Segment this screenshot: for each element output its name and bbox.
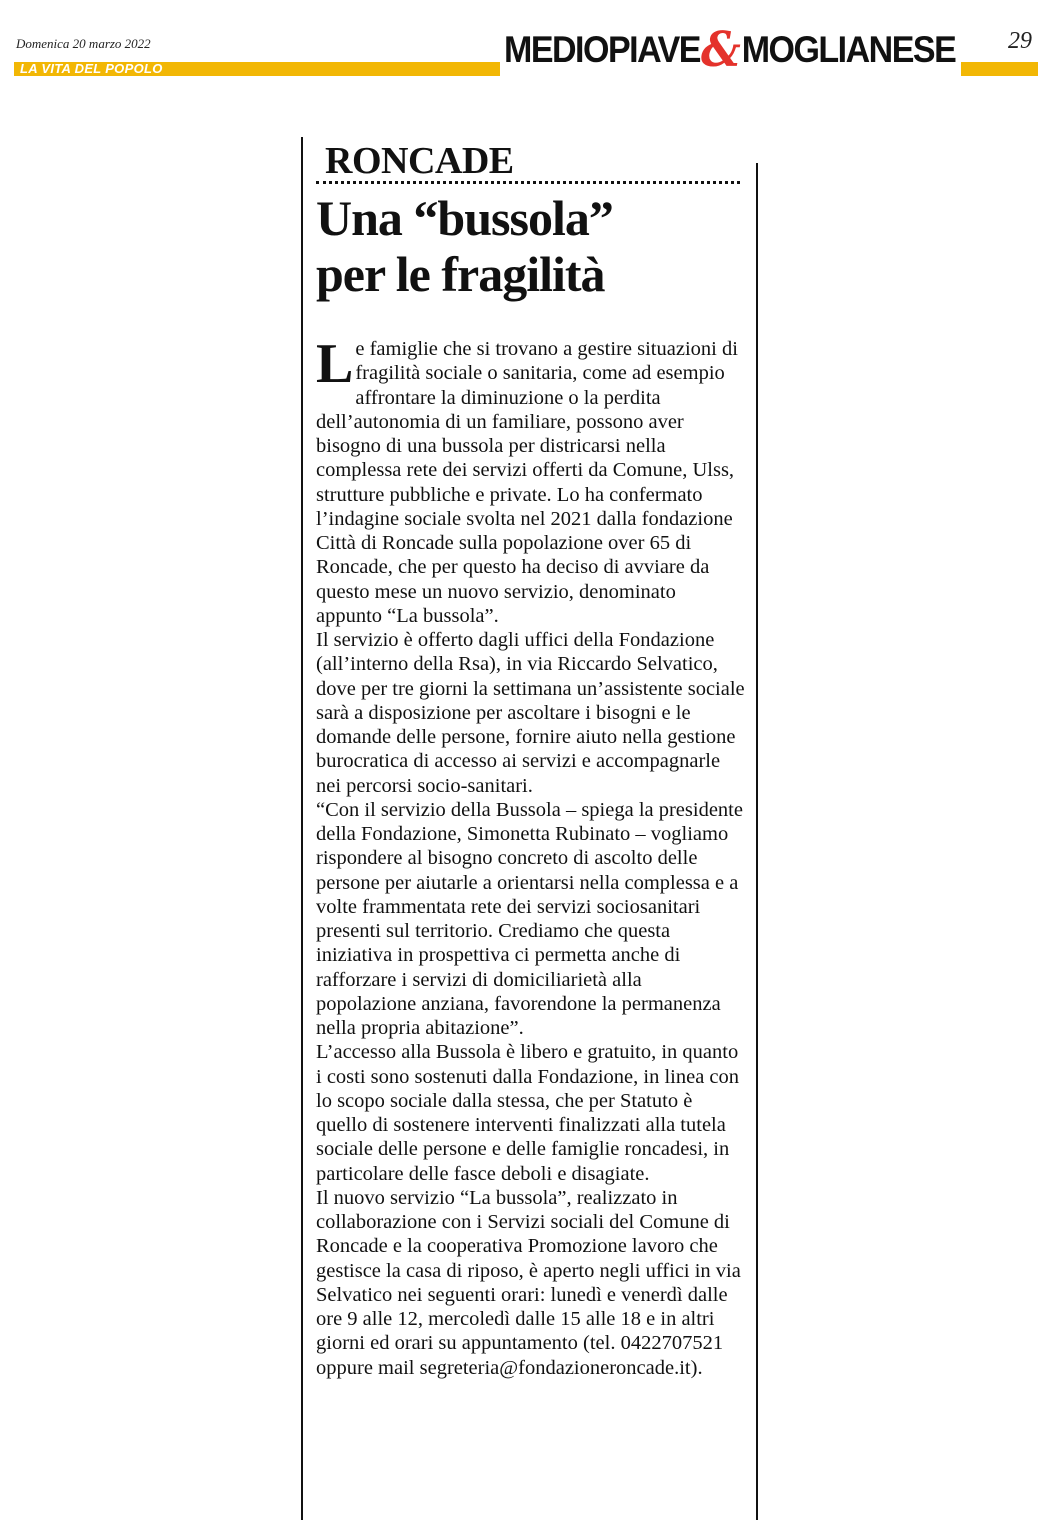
article-kicker: RONCADE (325, 140, 514, 182)
paragraph-5: Il nuovo servizio “La bussola”, realizzato in collaborazione con i Servizi sociali del Comune di Roncade e la cooperativa Promozione lavoro che gestisce la casa di riposo, è aperto negli uffici in via Selvatico nei seguenti orari: lunedì e venerdì dalle ore 9 alle 12, mercoledì dalle 15 alle 18 e in altri giorni ed orari su appuntamento (tel. 0422707521 oppure mail segreteria@fondazioneroncade.it). (316, 1186, 741, 1379)
page-number: 29 (1008, 28, 1032, 54)
paragraph-1 (316, 333, 746, 628)
paragraph-2: Il servizio è offerto dagli uffici della Fondazione (all’interno della Rsa), in via Riccardo Selvatico, dove per tre giorni la settimana un’assistente sociale sarà a disposizione per ascoltare i bisogni e le domande delle persone, fornire aiuto nella gestione burocratica di accesso ai servizi e accompagnarle nei percorsi socio-sanitari. (316, 629, 745, 797)
masthead (500, 22, 961, 78)
masthead-left: MEDIOPIAVE (504, 28, 700, 70)
paragraph-3: “Con il servizio della Bussola – spiega la presidente della Fondazione, Simonetta Rubinato – vogliamo rispondere al bisogno concreto di ascolto delle persone per aiutarle a orientarsi nella complessa e a volte frammentata rete dei servizi sociosanitari presenti sul territorio. Crediamo che questa iniziativa in prospettiva ci permetta anche di rafforzare i servizi di domiciliarietà alla popolazione anziana, favorendone la permanenza nella propria abitazione”. (316, 798, 743, 1039)
paragraph-4: L’accesso alla Bussola è libero e gratuito, in quanto i costi sono sostenuti dalla Fondazione, in linea con lo scopo sociale dalla stessa, che per Statuto è quello di sostenere interventi finalizzati alla tutela sociale delle persone e delle famiglie roncadesi, in particolare delle fasce deboli e disagiate. (316, 1041, 740, 1185)
column-rule-right (756, 163, 758, 1520)
headline-line-2: per le fragilità (316, 246, 605, 302)
column-rule-left (301, 137, 303, 1520)
issue-date: Domenica 20 marzo 2022 (16, 36, 151, 51)
article-body (316, 333, 746, 1380)
masthead-ampersand: & (700, 22, 741, 78)
masthead-right: MOGLIANESE (741, 28, 956, 70)
dotted-divider (316, 181, 740, 184)
section-label: LA VITA DEL POPOLO (20, 61, 163, 76)
article-headline (316, 190, 746, 302)
drop-cap: L (316, 333, 354, 395)
headline-line-1: Una “bussola” (316, 190, 613, 246)
paragraph-1-text: e famiglie che si trovano a gestire situazioni di fragilità sociale o sanitaria, come ad esempio affrontare la diminuzione o la perdita dell’autonomia di un familiare, possono aver bisogno di una bussola per districarsi nella complessa rete dei servizi offerti da Comune, Ulss, strutture pubbliche e private. Lo ha confermato l’indagine sociale svolta nel 2021 dalla fondazione Città di Roncade sulla popolazione over 65 di Roncade, che per questo ha deciso di avviare da questo mese un nuovo servizio, denominato appunto “La bussola”. (316, 338, 738, 627)
